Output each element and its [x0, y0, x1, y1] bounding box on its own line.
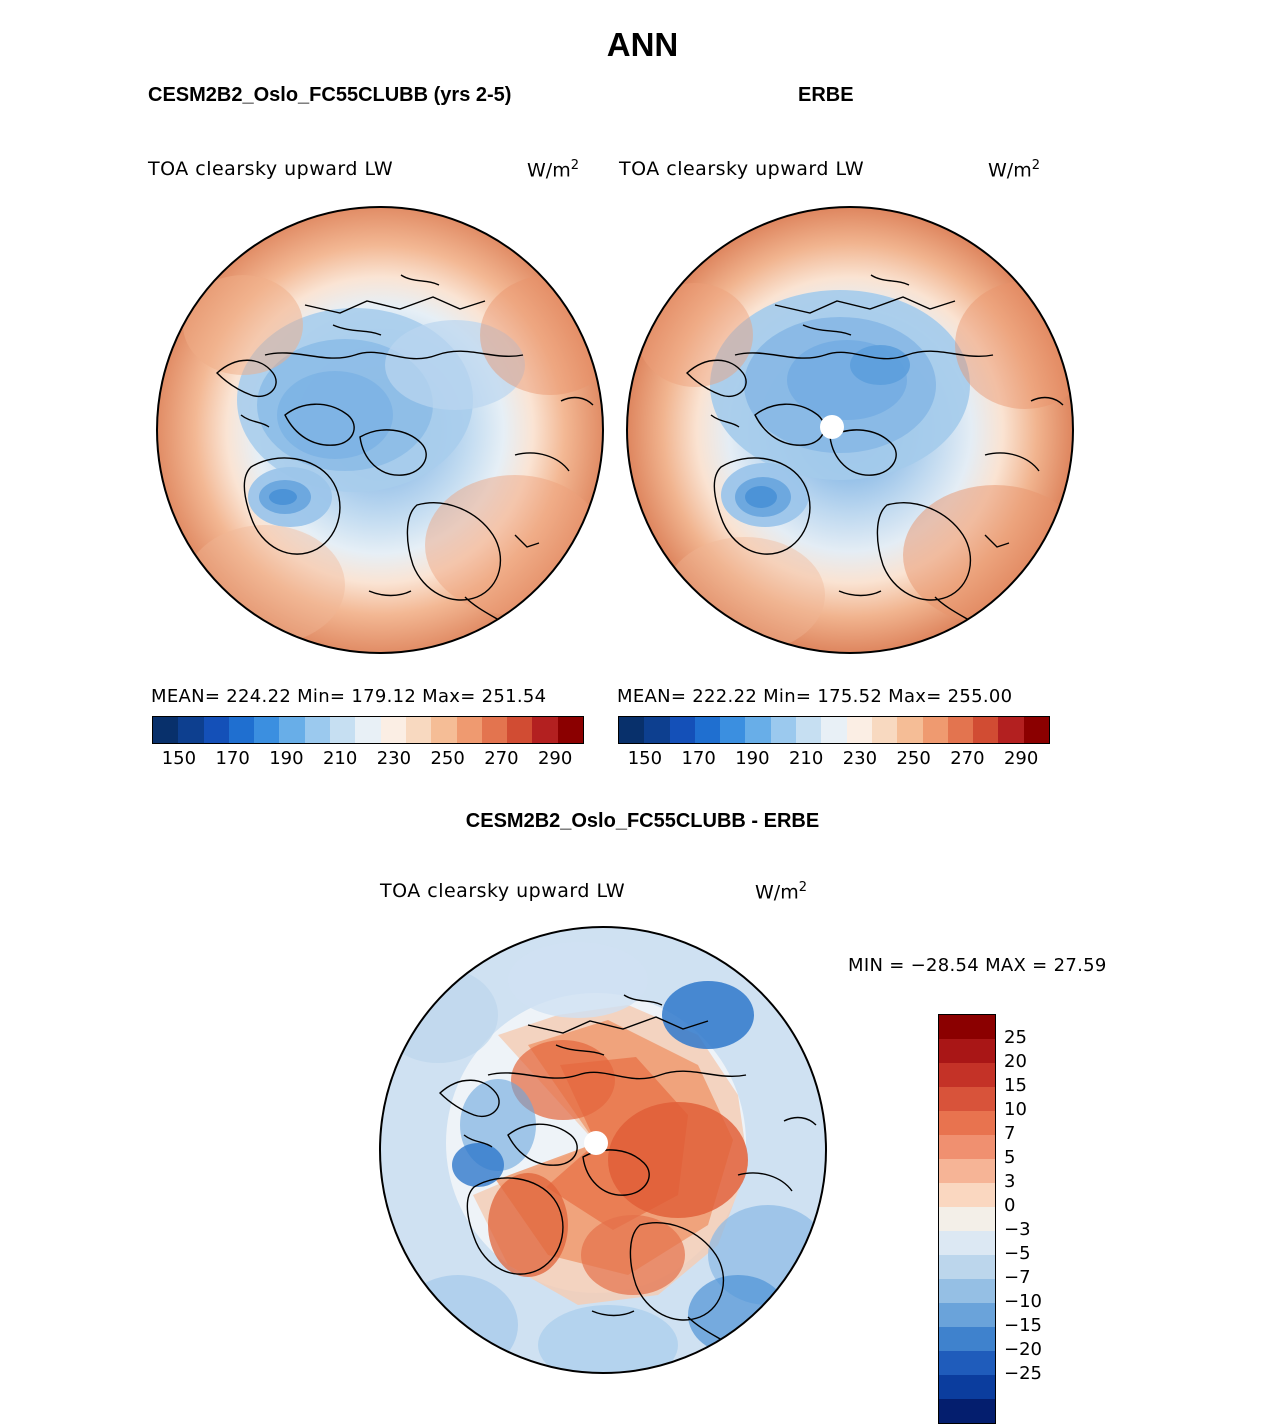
tick-label: 230 — [376, 748, 412, 769]
diff-units-exponent: 2 — [798, 880, 807, 895]
left-polar-map — [155, 205, 605, 655]
tick-label: 170 — [681, 748, 716, 769]
tick-label: −20 — [1004, 1339, 1042, 1360]
tick-label: 250 — [430, 748, 465, 769]
tick-label: −3 — [1004, 1219, 1031, 1240]
tick-label: −10 — [1004, 1291, 1042, 1312]
left-units-exponent: 2 — [570, 158, 579, 173]
tick-label: −7 — [1004, 1267, 1031, 1288]
left-panel-stats: MEAN= 224.22 Min= 179.12 Max= 251.54 — [151, 686, 547, 707]
tick-label: 190 — [735, 748, 770, 769]
right-panel-title: ERBE — [798, 84, 854, 106]
tick-label: 15 — [1004, 1075, 1027, 1096]
tick-label: 25 — [1004, 1027, 1027, 1048]
right-units-exponent: 2 — [1031, 158, 1040, 173]
right-colorbar — [618, 716, 1050, 744]
left-units-text: W/m — [527, 159, 571, 182]
diff-panel-stats: MIN = −28.54 MAX = 27.59 — [848, 955, 1107, 976]
page-title: ANN — [606, 26, 679, 63]
diff-polar-map — [378, 925, 828, 1375]
right-colorbar-ticks — [618, 748, 1048, 769]
tick-label: 290 — [1003, 748, 1039, 769]
right-units-text: W/m — [988, 159, 1032, 182]
tick-label: 10 — [1004, 1099, 1027, 1120]
diff-colorbar-labels — [1004, 1026, 1042, 1386]
right-panel-units — [988, 158, 1040, 181]
left-panel-units — [527, 158, 579, 181]
tick-label: 290 — [537, 748, 573, 769]
tick-label: 150 — [161, 748, 197, 769]
tick-label: −15 — [1004, 1315, 1042, 1336]
tick-label: 7 — [1004, 1123, 1016, 1144]
tick-label: 150 — [627, 748, 663, 769]
right-panel-variable: TOA clearsky upward LW — [619, 158, 865, 180]
right-polar-map — [625, 205, 1075, 655]
left-colorbar-ticks — [152, 748, 582, 769]
tick-label: −5 — [1004, 1243, 1031, 1264]
tick-label: 270 — [950, 748, 985, 769]
tick-label: 20 — [1004, 1051, 1027, 1072]
tick-label: 230 — [842, 748, 878, 769]
tick-label: 3 — [1004, 1171, 1016, 1192]
tick-label: 0 — [1004, 1195, 1016, 1216]
left-panel-variable: TOA clearsky upward LW — [148, 158, 394, 180]
tick-label: 210 — [322, 748, 358, 769]
diff-panel-units — [755, 880, 807, 903]
diff-panel-variable: TOA clearsky upward LW — [380, 880, 626, 902]
left-panel-title: CESM2B2_Oslo_FC55CLUBB (yrs 2-5) — [148, 84, 512, 106]
diff-units-text: W/m — [755, 881, 799, 904]
tick-label: 190 — [269, 748, 304, 769]
left-colorbar — [152, 716, 584, 744]
diff-colorbar — [938, 1014, 996, 1424]
tick-label: 250 — [896, 748, 931, 769]
tick-label: 210 — [788, 748, 824, 769]
tick-label: −25 — [1004, 1363, 1042, 1384]
tick-label: 270 — [484, 748, 519, 769]
right-panel-stats: MEAN= 222.22 Min= 175.52 Max= 255.00 — [617, 686, 1013, 707]
tick-label: 170 — [215, 748, 250, 769]
tick-label: 5 — [1004, 1147, 1016, 1168]
diff-panel-title: CESM2B2_Oslo_FC55CLUBB - ERBE — [465, 810, 820, 832]
